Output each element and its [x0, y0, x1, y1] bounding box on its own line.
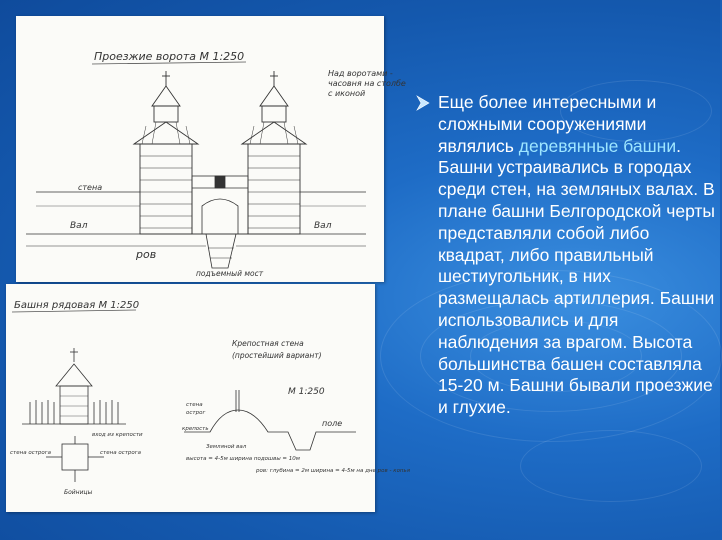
wall-label: стена	[78, 183, 103, 192]
pole-label: поле	[322, 419, 343, 428]
highlighted-term: деревянные башни	[518, 135, 677, 156]
arrow-bullet-icon	[416, 95, 430, 111]
plan-top-label: вход из крепости	[92, 432, 143, 438]
gate-drawing	[16, 16, 406, 282]
gate	[192, 176, 248, 234]
fortress-title: Крепостная стена	[232, 339, 304, 348]
main-text-part-2: . Башни устраивались в городах среди стен, на земляных валах. В плане башни Белгородской черты представляли собой либо квадрат, либо правильный шестиугольник, в них размещалась артиллерия. Башни использовались и для наблюдения за врагом. Высота большинства башен составляла 15-20 м. Башни бывали проезжие и глухие.	[438, 135, 716, 418]
main-text-part-1: Еще более интересными и сложными сооружениями являлись	[438, 92, 657, 156]
val-dims-label: высота = 4-5м ширина подошвы = 10м	[186, 456, 300, 462]
plan-left-label: стена острога	[10, 450, 52, 456]
rov-dims-label: ров: глубина = 2м ширина = 4-5м на дне ров - копья	[256, 468, 411, 474]
tower-drawing-title: Башня рядовая М 1:250	[14, 300, 140, 311]
left-tower	[134, 71, 198, 234]
krepost-label: крепость	[182, 426, 209, 432]
fortress-subtitle: (простейший вариант)	[232, 351, 322, 360]
val-right-label: Вал	[314, 221, 332, 231]
val-left-label: Вал	[70, 221, 88, 231]
val-label: Земляной вал	[206, 444, 247, 450]
right-tower	[242, 71, 306, 234]
bridge-label: подъемный мост	[196, 269, 264, 278]
stena-label: стена	[186, 402, 203, 408]
tower-drawing	[6, 284, 411, 512]
ostrog-label: острог	[186, 410, 206, 416]
plan-bottom-label: Бойницы	[64, 489, 93, 496]
plan-right-label: стена острога	[100, 450, 142, 456]
fortress-scale: М 1:250	[288, 387, 325, 397]
ripple-decoration	[520, 430, 702, 502]
row-tower	[22, 348, 126, 482]
gate-note: Над воротами - часовня на столбе с иконой	[328, 69, 406, 98]
gate-drawing-title: Проезжие ворота М 1:250	[94, 50, 245, 63]
gate-drawing-panel	[16, 16, 406, 282]
tower-drawing-panel	[6, 284, 411, 512]
main-text	[438, 92, 716, 419]
rov-label: ров	[136, 248, 157, 261]
